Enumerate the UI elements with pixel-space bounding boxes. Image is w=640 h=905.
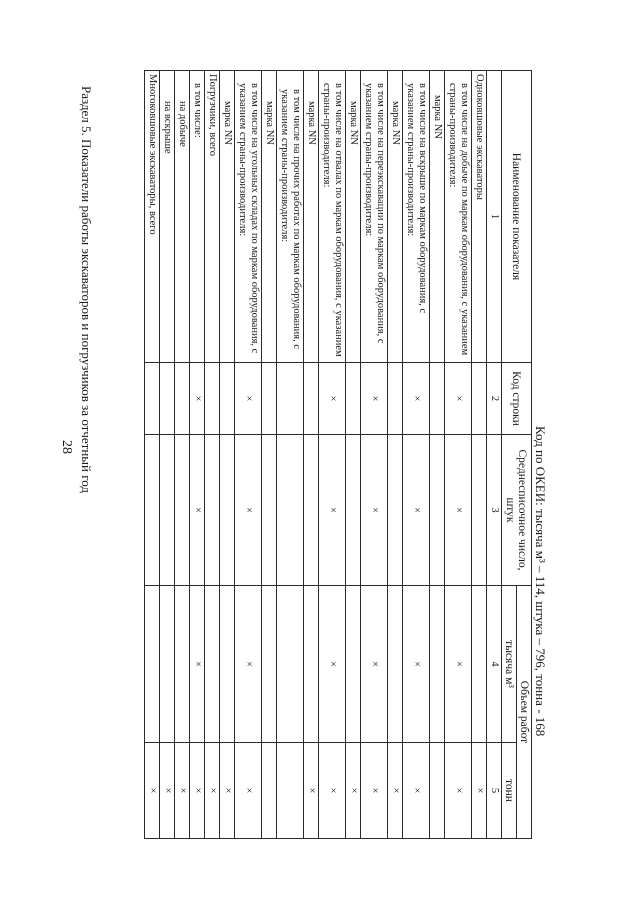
row-count: × (445, 435, 472, 586)
indicators-table (144, 70, 532, 839)
row-name: в том числе на переэкскавации по маркам оборудования, с указанием страны-производителя: (361, 71, 388, 363)
table-row (205, 71, 220, 839)
header-volume: Объем работ (517, 586, 532, 839)
row-name: марка NN (388, 71, 403, 363)
row-volume-tons: × (175, 743, 190, 839)
header-count: Среднесписочное число, штук (502, 435, 532, 586)
col-number: 1 (487, 71, 502, 363)
row-volume-tons: × (145, 743, 160, 839)
table-row (262, 71, 277, 839)
okei-code: Код по ОКЕИ: тысяча м³ – 114, штука – 796, тонна - 168 (533, 426, 548, 737)
row-volume-tons: × (319, 743, 346, 839)
row-code (220, 363, 235, 435)
row-code (160, 363, 175, 435)
row-code: × (190, 363, 205, 435)
row-name: марка NN (262, 71, 277, 363)
table-body (145, 71, 487, 839)
row-volume-m3: × (190, 586, 205, 743)
table-row (304, 71, 319, 839)
row-count (304, 435, 319, 586)
row-code (430, 363, 445, 435)
row-code: × (445, 363, 472, 435)
row-name: Многоковшовые экскаваторы, всего (145, 71, 160, 363)
row-count (388, 435, 403, 586)
table-row (145, 71, 160, 839)
row-volume-m3 (262, 586, 277, 743)
col-number: 4 (487, 586, 502, 743)
header-code: Код строки (502, 363, 532, 435)
row-count: × (235, 435, 262, 586)
row-count: × (361, 435, 388, 586)
row-name: марка NN (220, 71, 235, 363)
col-number: 2 (487, 363, 502, 435)
table-row (346, 71, 361, 839)
page-number: 28 (59, 440, 74, 454)
row-volume-tons (430, 743, 445, 839)
row-code: × (403, 363, 430, 435)
row-name: в том числе: (190, 71, 205, 363)
row-volume-m3 (472, 586, 487, 743)
row-count (472, 435, 487, 586)
table-row (403, 71, 430, 839)
row-volume-tons: × (472, 743, 487, 839)
row-name: Погрузчики, всего (205, 71, 220, 363)
row-code (346, 363, 361, 435)
row-name: на вскрыше (160, 71, 175, 363)
row-volume-m3 (388, 586, 403, 743)
row-code (277, 363, 304, 435)
table-row (388, 71, 403, 839)
row-volume-tons: × (346, 743, 361, 839)
row-count: × (319, 435, 346, 586)
table-row (160, 71, 175, 839)
row-volume-m3 (346, 586, 361, 743)
row-volume-m3 (277, 586, 304, 743)
row-volume-m3 (175, 586, 190, 743)
row-volume-tons: × (403, 743, 430, 839)
row-volume-tons (262, 743, 277, 839)
row-volume-tons: × (361, 743, 388, 839)
row-code (388, 363, 403, 435)
row-volume-m3 (145, 586, 160, 743)
row-code (472, 363, 487, 435)
row-volume-m3 (220, 586, 235, 743)
row-volume-tons: × (190, 743, 205, 839)
table-row (220, 71, 235, 839)
table-row (190, 71, 205, 839)
table-row (445, 71, 472, 839)
col-number: 5 (487, 743, 502, 839)
row-count (205, 435, 220, 586)
row-volume-tons: × (445, 743, 472, 839)
table-row (319, 71, 346, 839)
row-volume-m3: × (361, 586, 388, 743)
row-volume-tons: × (304, 743, 319, 839)
row-name: на добыче (175, 71, 190, 363)
row-count (277, 435, 304, 586)
row-code: × (235, 363, 262, 435)
row-name: в том числе на добыче по маркам оборудования, с указанием страны-производителя: (445, 71, 472, 363)
row-volume-m3: × (445, 586, 472, 743)
row-code (304, 363, 319, 435)
row-volume-m3: × (235, 586, 262, 743)
table-row (277, 71, 304, 839)
row-count: × (190, 435, 205, 586)
row-count (262, 435, 277, 586)
col-number: 3 (487, 435, 502, 586)
row-volume-m3 (430, 586, 445, 743)
row-volume-m3: × (319, 586, 346, 743)
row-volume-tons (277, 743, 304, 839)
section-title: Раздел 5. Показатели работы экскаваторов и погрузчиков за отчетный год (79, 86, 94, 493)
header-name: Наименование показателя (502, 71, 532, 363)
row-name: марка NN (430, 71, 445, 363)
table-row (361, 71, 388, 839)
row-volume-m3 (205, 586, 220, 743)
row-volume-m3 (304, 586, 319, 743)
row-code (205, 363, 220, 435)
row-name: в том числе на угольных складах по маркам оборудования, с указанием страны-производителя: (235, 71, 262, 363)
table-row (472, 71, 487, 839)
row-count (160, 435, 175, 586)
row-volume-m3 (160, 586, 175, 743)
row-code (262, 363, 277, 435)
header-volume-tons: тонн (502, 743, 517, 839)
row-code (175, 363, 190, 435)
row-code: × (361, 363, 388, 435)
row-volume-tons: × (388, 743, 403, 839)
row-name: в том числе на прочих работах по маркам оборудования, с указанием страны-производителя: (277, 71, 304, 363)
row-volume-tons: × (205, 743, 220, 839)
row-volume-tons: × (235, 743, 262, 839)
table-row (175, 71, 190, 839)
row-name: в том числе на отвалах по маркам оборудования, с указанием страны-производителя: (319, 71, 346, 363)
row-volume-tons: × (220, 743, 235, 839)
row-volume-tons: × (160, 743, 175, 839)
row-code (145, 363, 160, 435)
row-name: марка NN (304, 71, 319, 363)
row-count (220, 435, 235, 586)
row-name: в том числе на вскрыше по маркам оборудования, с указанием страны-производителя: (403, 71, 430, 363)
row-count (175, 435, 190, 586)
row-name: Одноковшовые экскаваторы (472, 71, 487, 363)
header-volume-m3: тысяча м³ (502, 586, 517, 743)
table-row (430, 71, 445, 839)
row-count (346, 435, 361, 586)
row-count (145, 435, 160, 586)
row-count (430, 435, 445, 586)
row-count: × (403, 435, 430, 586)
row-volume-m3: × (403, 586, 430, 743)
row-code: × (319, 363, 346, 435)
row-name: марка NN (346, 71, 361, 363)
table-row (235, 71, 262, 839)
